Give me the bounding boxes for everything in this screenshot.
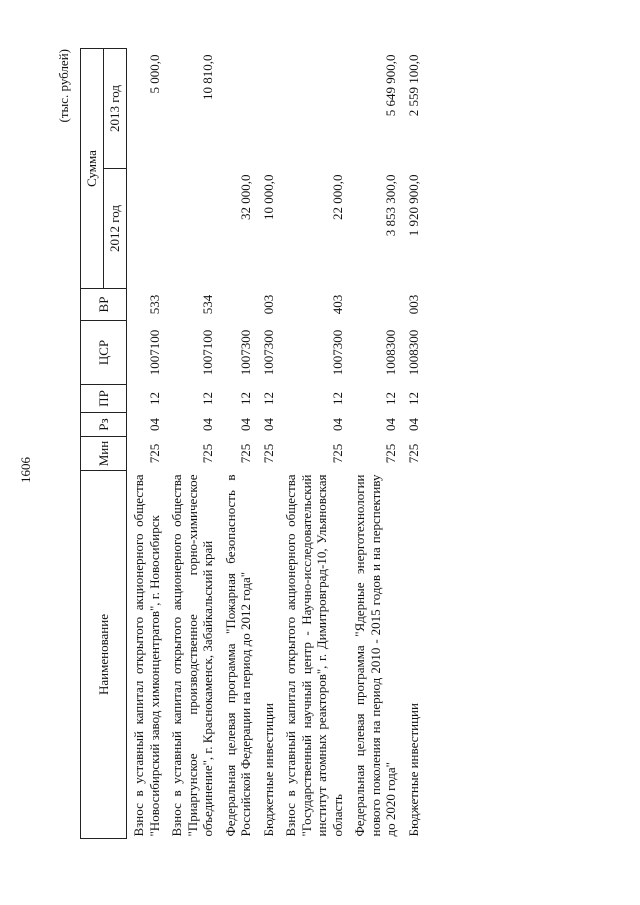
row-sum-2013: 5 000,0 [146,54,162,94]
row-sum-2013: 5 649 900,0 [383,54,398,117]
row-name: Бюджетные инвестиции [405,703,421,837]
row-vr [349,289,403,321]
table-row [220,49,258,839]
row-pr: 12 [200,392,215,405]
row-pr: 12 [146,392,162,405]
row-sum-2012 [166,169,220,289]
table-row [127,49,167,839]
row-min: 725 [200,443,215,464]
row-rz: 04 [238,418,253,431]
row-name: Бюджетные инвестиции [260,703,276,837]
row-pr: 12 [329,392,345,405]
row-name: Взнос в уставный капитал открытого акционерного общества "Приаргунское производственное горно-химическое объединение", г. Краснокаменск, Забайкальский край [169,474,215,837]
row-csr: 1007300 [329,329,345,376]
row-sum-2012: 10 000,0 [260,174,276,220]
row-sum-2012: 1 920 900,0 [405,174,421,237]
row-vr: 534 [200,294,215,315]
row-min: 725 [260,443,276,464]
row-min: 725 [329,443,345,464]
row-sum-2013 [220,49,258,169]
row-sum-2012: 22 000,0 [329,174,345,220]
row-csr: 1007300 [260,329,276,376]
row-rz: 04 [405,418,421,431]
row-csr: 1008300 [383,329,398,376]
row-sum-2012: 3 853 300,0 [383,174,398,237]
header-2012: 2012 год [104,169,127,289]
row-pr: 12 [238,392,253,405]
row-csr: 1007100 [146,329,162,376]
table-header [81,49,127,839]
row-vr: 003 [405,294,421,315]
row-min: 725 [405,443,421,464]
header-vr: ВР [81,289,127,321]
row-rz: 04 [200,418,215,431]
row-vr [220,289,258,321]
header-name: Наименование [81,471,127,839]
row-sum-2012 [127,169,167,289]
table-row [166,49,220,839]
row-sum-2013 [280,49,349,169]
row-sum-2013: 2 559 100,0 [405,54,421,117]
row-rz: 04 [260,418,276,431]
units-note: (тыс. рублей) [56,49,71,123]
row-sum-2013: 10 810,0 [200,54,215,100]
budget-table [80,48,425,839]
row-min: 725 [383,443,398,464]
row-pr: 12 [260,392,276,405]
row-vr: 003 [260,294,276,315]
row-rz: 04 [329,418,345,431]
row-pr: 12 [383,392,398,405]
row-name: Федеральная целевая программа "Ядерные энерготехнологии нового поколения на период 2010 - 2015 годов и на перспективу до 2020 года" [352,474,398,837]
row-csr: 1007300 [238,329,253,376]
header-rz: Рз [81,413,127,437]
row-sum-2012: 32 000,0 [238,174,253,220]
row-csr: 1008300 [405,329,421,376]
table-row [280,49,349,839]
page-number: 1606 [18,457,33,483]
header-min: Мин [81,437,127,471]
row-vr: 533 [146,294,162,315]
row-name: Взнос в уставный капитал открытого акционерного общества "Новосибирский завод химконцентратов", г. Новосибирск [131,474,162,837]
row-rz: 04 [383,418,398,431]
table-row [403,49,426,839]
header-csr: ЦСР [81,321,127,385]
row-sum-2013 [258,49,281,169]
row-name: Взнос в уставный капитал открытого акционерного общества "Государственный научный центр - Научно-исследовательский институт атомных реакторов", г. Димитровград-10, Ульяновская область [283,474,345,837]
row-name: Федеральная целевая программа "Пожарная безопасность в Российской Федерации на период до 2012 года" [222,474,253,837]
header-sum: Сумма [81,49,104,289]
row-pr: 12 [405,392,421,405]
header-2013: 2013 год [104,49,127,169]
header-pr: ПР [81,385,127,413]
table-row [258,49,281,839]
row-min: 725 [238,443,253,464]
row-rz: 04 [146,418,162,431]
row-vr: 403 [329,294,345,315]
row-csr: 1007100 [200,329,215,376]
row-min: 725 [146,443,162,464]
table-row [349,49,403,839]
table-body [127,49,426,839]
